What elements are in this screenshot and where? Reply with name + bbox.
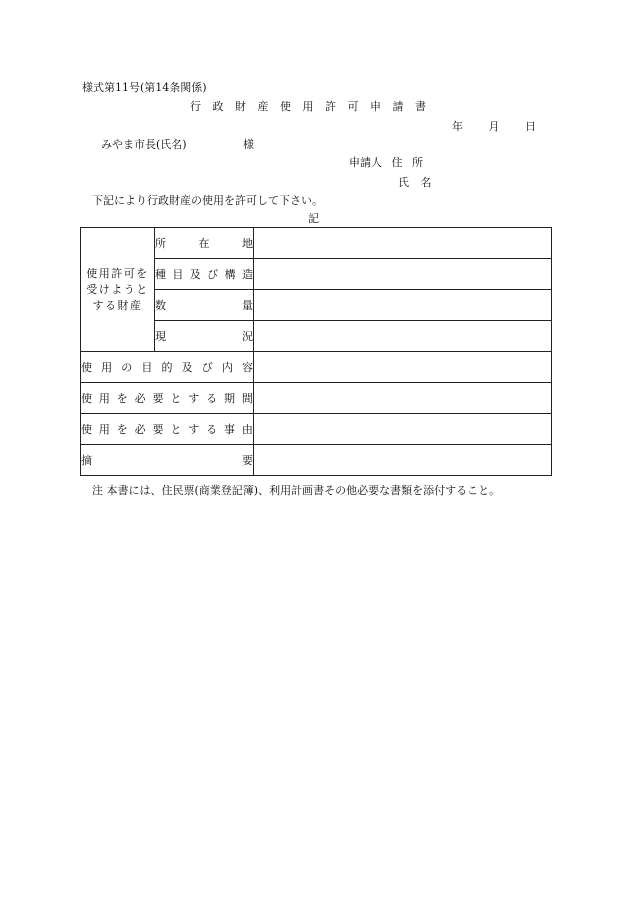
row-label-location <box>155 228 254 259</box>
label-char: 況 <box>242 330 253 343</box>
label-char: 期 <box>224 392 235 405</box>
label-char: 必 <box>134 392 146 405</box>
label-char: 目 <box>172 268 184 281</box>
request-text: 下記により行政財産の使用を許可して下さい。 <box>92 194 323 207</box>
label-char: を <box>116 392 128 405</box>
group-label-line: 使用許可を <box>86 266 149 280</box>
label-char: る <box>206 392 218 405</box>
label-char: す <box>188 392 200 405</box>
row-label-text <box>155 297 253 313</box>
label-char: 地 <box>242 237 253 250</box>
label-char: 使 <box>81 392 92 405</box>
label-char: 必 <box>134 423 146 436</box>
row-label-text <box>155 266 253 282</box>
row-label-text <box>155 235 253 251</box>
document-title: 行政財産使用許可申請書 <box>190 100 438 113</box>
table-row <box>81 414 552 445</box>
label-char: の <box>121 361 133 374</box>
row-label-text <box>155 328 253 344</box>
row-label-reason <box>81 414 254 445</box>
row-label-text <box>81 359 253 375</box>
label-char: 内 <box>221 361 233 374</box>
note: 注 本書には、住民票(商業登記簿)、利用計画書その他必要な書類を添付すること。 <box>92 484 501 497</box>
label-char: 摘 <box>81 454 92 467</box>
table-row <box>81 352 552 383</box>
value-reason[interactable] <box>254 414 552 445</box>
label-char: 使 <box>81 423 92 436</box>
label-char: 事 <box>224 423 235 436</box>
label-char: 要 <box>242 454 253 467</box>
row-label-condition <box>155 321 254 352</box>
applicant-name-label: 氏 名 <box>398 176 432 189</box>
label-char: 要 <box>152 392 164 405</box>
row-label-purpose <box>81 352 254 383</box>
value-condition[interactable] <box>254 321 552 352</box>
label-char: す <box>188 423 200 436</box>
value-purpose[interactable] <box>254 352 552 383</box>
label-char: 在 <box>198 237 210 250</box>
application-table <box>80 227 552 476</box>
ki-marker: 記 <box>308 212 319 225</box>
applicant-address-label: 申請人 住 所 <box>349 156 423 169</box>
form-number: 様式第11号(第14条関係) <box>82 81 207 94</box>
group-label-line: 受けようと <box>86 282 149 296</box>
date-line: 年 月 日 <box>452 120 536 133</box>
table-row <box>81 383 552 414</box>
label-char: 現 <box>155 330 166 343</box>
label-char: 用 <box>98 392 110 405</box>
label-char: 使 <box>81 361 92 374</box>
label-char: 間 <box>241 392 253 405</box>
row-label-text <box>81 390 253 406</box>
label-char: 種 <box>155 268 166 281</box>
label-char: び <box>207 268 219 281</box>
label-char: 目 <box>141 361 153 374</box>
label-char: る <box>206 423 218 436</box>
label-char: を <box>116 423 128 436</box>
addressee: みやま市長(氏名) <box>101 138 187 151</box>
label-char: と <box>170 392 182 405</box>
label-char: 量 <box>242 299 253 312</box>
table-row <box>81 445 552 476</box>
row-label-text <box>81 452 253 468</box>
label-char: 的 <box>161 361 173 374</box>
row-label-remarks <box>81 445 254 476</box>
value-quantity[interactable] <box>254 290 552 321</box>
value-remarks[interactable] <box>254 445 552 476</box>
label-char: 用 <box>98 423 110 436</box>
label-char: 由 <box>241 423 253 436</box>
value-period[interactable] <box>254 383 552 414</box>
property-group-label <box>81 228 155 352</box>
label-char: 所 <box>155 237 166 250</box>
label-char: 構 <box>224 268 236 281</box>
label-char: 用 <box>101 361 113 374</box>
row-label-text <box>81 421 253 437</box>
row-label-quantity <box>155 290 254 321</box>
label-char: 及 <box>189 268 201 281</box>
honorific: 様 <box>243 138 254 151</box>
label-char: 要 <box>152 423 164 436</box>
label-char: 数 <box>155 299 166 312</box>
table-row <box>81 228 552 259</box>
label-char: 及 <box>181 361 193 374</box>
value-location[interactable] <box>254 228 552 259</box>
row-label-period <box>81 383 254 414</box>
value-type-structure[interactable] <box>254 259 552 290</box>
label-char: 造 <box>241 268 253 281</box>
label-char: び <box>201 361 213 374</box>
label-char: 容 <box>242 361 253 374</box>
group-label-line: する財産 <box>92 298 143 312</box>
label-char: と <box>170 423 182 436</box>
row-label-type-structure <box>155 259 254 290</box>
